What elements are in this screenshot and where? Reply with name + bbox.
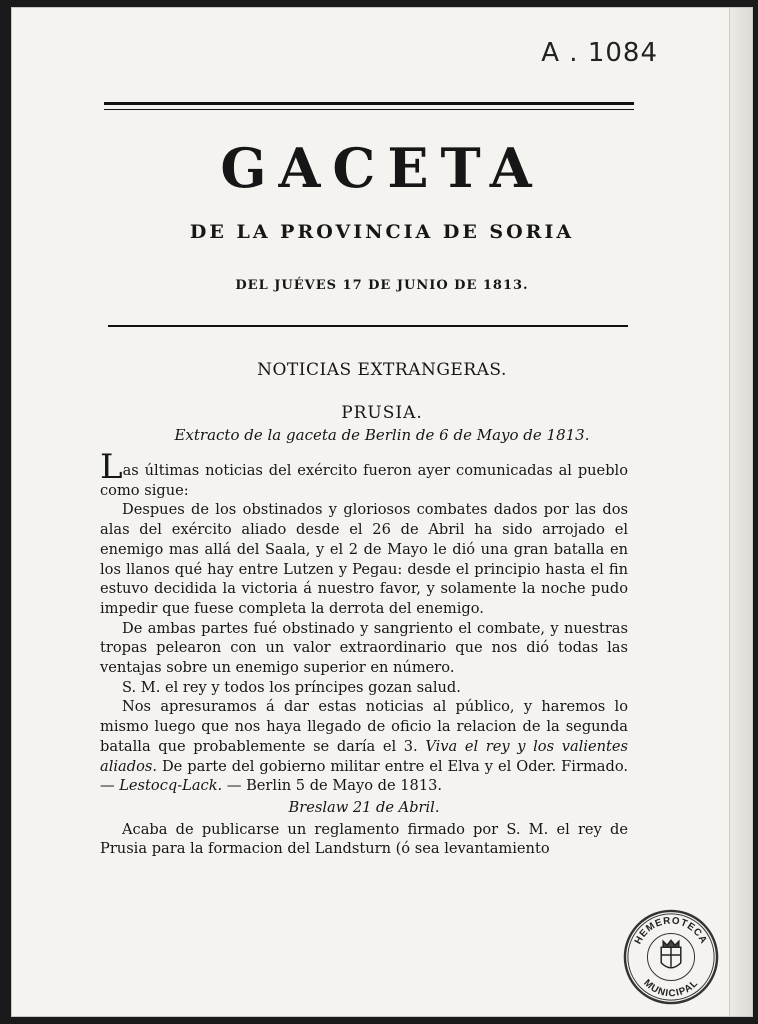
section-heading: NOTICIAS EXTRANGERAS.: [257, 360, 507, 380]
p5-mid: De parte del gobierno militar entre el Elva y el Oder. Firmado. —: [100, 757, 628, 795]
top-rule-thin: [104, 109, 634, 110]
newspaper-page: [12, 8, 752, 1016]
breslaw-dateline: Breslaw 21 de Abril.: [288, 798, 440, 816]
extract-line: Extracto de la gaceta de Berlin de 6 de Mayo de 1813.: [174, 426, 590, 444]
paragraph-2: Despues de los obstinados y gloriosos combates dados por las dos alas del exército aliado desde el 26 de Abril ha sido arrojado el enemigo mas allá del Saala, y el 2 de Mayo le dió una gran batalla en los llanos qué hay entre Lutzen y Pegau: desde el principio hasta el fin estuvo decidida la victoria á nuestro favor, y solamente la noche pudo impedir que fuese completa la derrota del enemigo.: [100, 501, 628, 617]
paragraph-1: [100, 447, 628, 500]
coat-of-arms-icon: [661, 940, 681, 967]
paragraph-4: S. M. el rey y todos los príncipes gozan salud.: [122, 678, 461, 696]
masthead-bottom-rule: [108, 325, 628, 327]
stamp-top-text: HEMEROTECA: [632, 915, 710, 947]
issue-date: DEL JUÉVES 17 DE JUNIO DE 1813.: [235, 278, 529, 293]
p5-start: Nos apresuramos á dar estas noticias al público, y haremos lo mismo luego que nos haya llegado de oficio la relacion de la segunda batalla que probablemente se daría el 3.: [100, 698, 628, 755]
top-rule-thick: [104, 102, 634, 105]
paragraph-1-text: as últimas noticias del exército fueron ayer comunicadas al pueblo como sigue:: [100, 462, 628, 499]
p5-signature: Lestocq-Lack.: [119, 777, 223, 795]
stamp-bottom-text: MUNICIPAL: [641, 977, 701, 1000]
hemeroteca-stamp: [622, 908, 720, 1006]
masthead-title: GACETA: [220, 136, 544, 200]
catalog-number: A . 1084: [541, 38, 658, 68]
p5-end: — Berlin 5 de Mayo de 1813.: [226, 777, 443, 795]
masthead-subtitle: DE LA PROVINCIA DE SORIA: [189, 221, 575, 243]
paragraph-3: De ambas partes fué obstinado y sangriento el combate, y nuestras tropas pelearon con un valor extraordinario que nos dió todas las ventajas sobre un enemigo superior en número.: [100, 619, 628, 677]
drop-cap: L: [100, 447, 123, 487]
paragraph-6: Acaba de publicarse un reglamento firmado por S. M. el rey de Prusia para la formacion del Landsturn (ó sea levantamiento: [100, 820, 628, 858]
p5-italic: Viva el rey y los valientes aliados.: [100, 737, 629, 775]
paragraph-5: [100, 697, 628, 796]
country-heading: PRUSIA.: [341, 403, 423, 423]
article-body: [100, 447, 629, 859]
